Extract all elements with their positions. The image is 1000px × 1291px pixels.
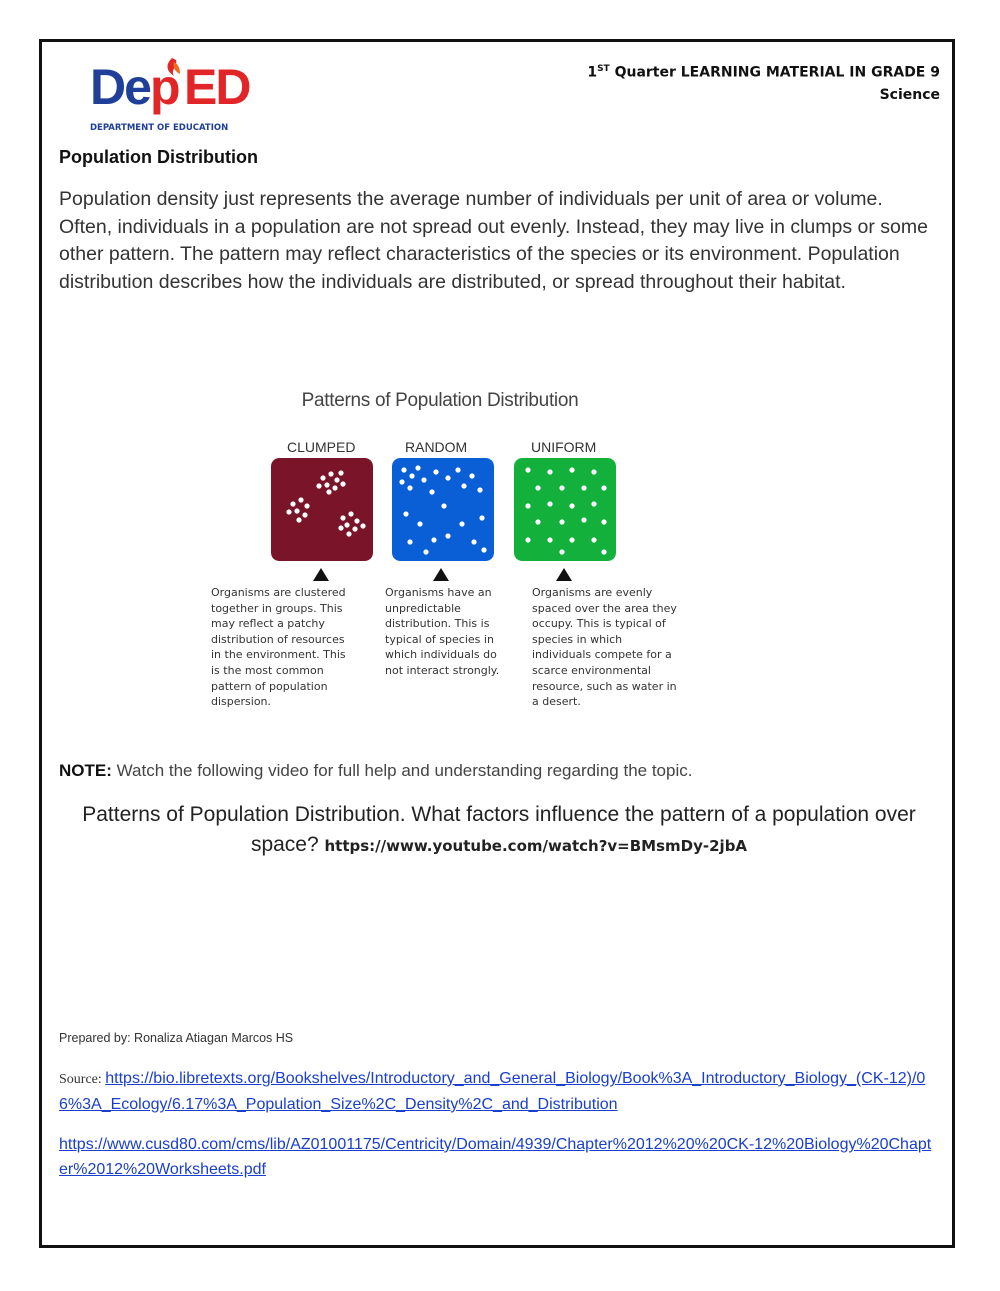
source-block bbox=[59, 1066, 939, 1117]
video-url[interactable]: https://www.youtube.com/watch?v=BMsmDy-2jbA bbox=[324, 837, 748, 855]
subject-line: Science bbox=[879, 86, 940, 103]
clumped-pointer-icon bbox=[313, 568, 329, 581]
source-label: Source: bbox=[59, 1072, 106, 1087]
caption-clumped: Organisms are clustered together in groups. This may reflect a patchy distribution of resources in the environment. This is the most common pattern of population dispersion. bbox=[211, 586, 346, 709]
label-uniform: UNIFORM bbox=[531, 439, 597, 455]
caption-uniform: Organisms are evenly spaced over the area they occupy. This is typical of species in which individuals compete for a scarce environmental resource, such as water in a desert. bbox=[532, 586, 677, 709]
random-pointer-icon bbox=[433, 568, 449, 581]
random-box bbox=[392, 458, 494, 561]
deped-logo bbox=[88, 52, 263, 134]
svg-text:De: De bbox=[90, 59, 150, 115]
uniform-box bbox=[514, 458, 616, 561]
svg-text:p: p bbox=[150, 59, 179, 115]
video-question: Patterns of Population Distribution. What factors influence the pattern of a population over space? bbox=[82, 803, 916, 856]
svg-text:ED: ED bbox=[184, 59, 250, 115]
source-link-cusd80[interactable]: https://www.cusd80.com/cms/lib/AZ01001175/Centricity/Domain/4939/Chapter%2012%20%20CK-12%20Biology%20Chapter%2012%20Worksheets.pdf bbox=[59, 1136, 932, 1178]
document-header bbox=[587, 58, 940, 106]
prepared-by: Prepared by: Ronaliza Atiagan Marcos HS bbox=[59, 1031, 294, 1045]
note-text: Watch the following video for full help and understanding regarding the topic. bbox=[111, 761, 693, 780]
source-block-2 bbox=[59, 1132, 939, 1182]
label-clumped: CLUMPED bbox=[287, 439, 356, 455]
note bbox=[59, 761, 692, 781]
quarter-line: 1ST Quarter LEARNING MATERIAL IN GRADE 9 bbox=[587, 64, 940, 81]
logo-subtitle: DEPARTMENT OF EDUCATION bbox=[90, 123, 229, 133]
note-label: NOTE: bbox=[59, 761, 112, 780]
distribution-diagram bbox=[205, 380, 705, 720]
caption-random: Organisms have an unpredictable distribution. This is typical of species in which individuals do not interact strongly. bbox=[385, 586, 500, 677]
section-title: Population Distribution bbox=[59, 147, 258, 167]
clumped-box bbox=[271, 458, 373, 561]
diagram-title: Patterns of Population Distribution bbox=[301, 390, 579, 411]
uniform-pointer-icon bbox=[556, 568, 572, 581]
label-random: RANDOM bbox=[405, 439, 468, 455]
video-reference bbox=[59, 800, 939, 861]
source-link-libretexts[interactable]: https://bio.libretexts.org/Bookshelves/Introductory_and_General_Biology/Book%3A_Introductory_Biology_(CK-12)/06%3A_Ecology/6.17%3A_Population_Size%2C_Density%2C_and_Distribution bbox=[59, 1070, 926, 1113]
body-paragraph: Population density just represents the average number of individuals per unit of area or volume. Often, individuals in a population are not spread out evenly. Instead, they may live in clumps or some other pattern. The pattern may reflect characteristics of the species or its environment. Population distribution describes how the individuals are distributed, or spread throughout their habitat. bbox=[59, 188, 928, 293]
